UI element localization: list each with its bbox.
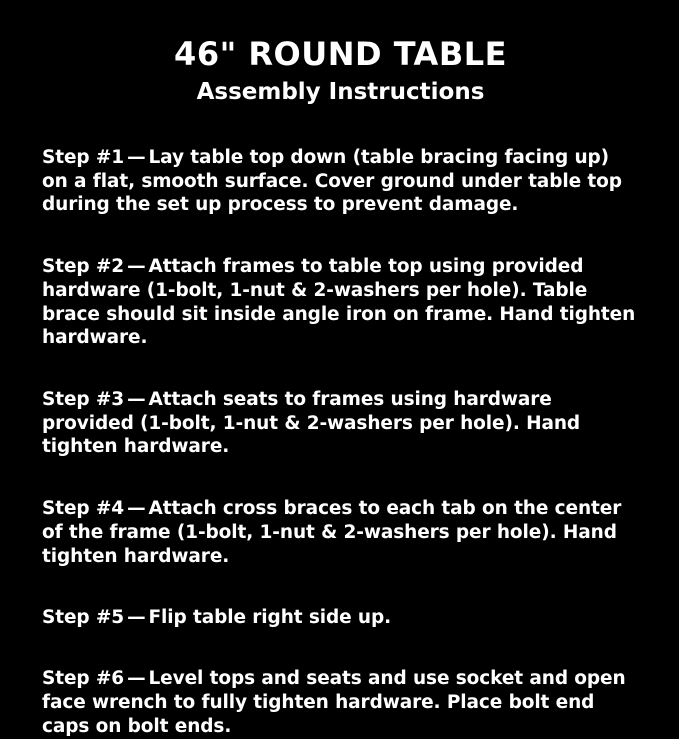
list-item — [42, 606, 639, 630]
step-dash: — — [127, 668, 146, 690]
step-dash: — — [127, 146, 146, 168]
step-text: Level tops and seats and use socket and open face wrench to fully tighten hardware. Place bolt end caps on bolt ends. — [42, 668, 626, 737]
step-dash: — — [127, 255, 146, 277]
step-text: Lay table top down (table bracing facing up) on a flat, smooth surface. Cover ground under table top during the set up process to prevent damage. — [42, 146, 622, 216]
page-title: 46" ROUND TABLE — [174, 35, 507, 73]
list-item — [42, 667, 639, 739]
page-subtitle: Assembly Instructions — [196, 78, 485, 105]
step-label: Step #6 — [42, 668, 125, 690]
step-label: Step #2 — [42, 255, 125, 277]
list-item — [42, 255, 639, 350]
list-item — [42, 388, 639, 460]
step-label: Step #1 — [42, 146, 125, 168]
step-dash: — — [127, 606, 146, 628]
step-label: Step #5 — [42, 606, 125, 628]
step-dash: — — [127, 388, 146, 410]
step-text: Attach seats to frames using hardware provided (1-bolt, 1-nut & 2-washers per hole). Hand tighten hardware. — [42, 388, 581, 458]
step-text: Flip table right side up. — [148, 606, 392, 628]
step-text: Attach cross braces to each tab on the center of the frame (1-bolt, 1-nut & 2-washers per hole). Hand tighten hardware. — [42, 497, 622, 567]
steps-list — [42, 127, 639, 739]
list-item — [42, 497, 639, 569]
step-label: Step #3 — [42, 388, 125, 410]
step-label: Step #4 — [42, 497, 125, 519]
step-text: Attach frames to table top using provided hardware (1-bolt, 1-nut & 2-washers per hole). Table brace should sit inside angle iron on frame. Hand tighten hardware. — [42, 255, 636, 349]
list-item — [42, 146, 639, 218]
step-dash: — — [127, 497, 146, 519]
